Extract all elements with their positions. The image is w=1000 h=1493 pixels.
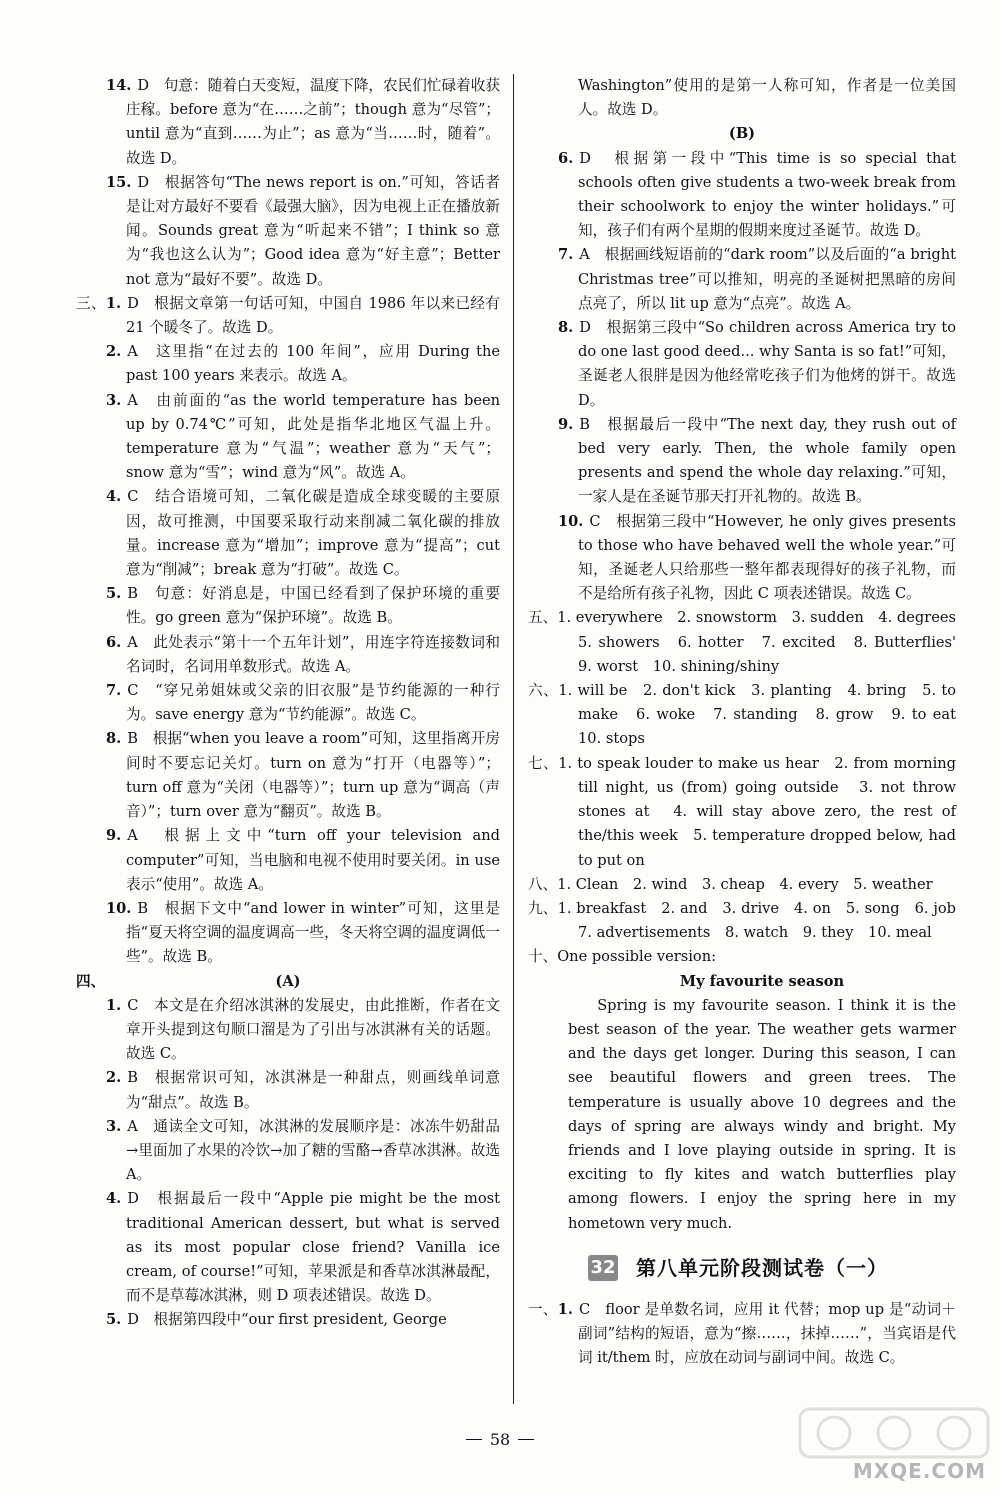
answer-text: 1. everywhere 2. snowstorm 3. sudden 4. degrees 5. showers 6. hotter 7. excited 8. Butterflies' 9. worst 10. shining/shiny	[557, 609, 971, 675]
answer-text: C 本文是在介绍冰淇淋的发展史，由此推断，作者在文章开头提到这句顺口溜是为了引出与冰淇淋有关的话题。故选 C。	[126, 996, 500, 1063]
right-column	[528, 74, 971, 1370]
watermark-text: MXQE.COM	[852, 1458, 986, 1483]
answer-item	[528, 752, 956, 873]
question-number: 9.	[558, 415, 574, 433]
answer-item	[76, 485, 500, 582]
answer-text: 1. breakfast 2. and 3. drive 4. on 5. song 6. job 7. advertisements 8. watch 9. they 10. meal	[557, 899, 971, 942]
question-number: 5.	[106, 585, 122, 603]
answer-text: A 此处表示“第十一个五年计划”，用连字符连接数词和名词时，名词用单数形式。故选 A。	[126, 633, 500, 675]
answer-text: D 根据最后一段中“Apple pie might be the most traditional American dessert, but what is served as its most popular close friend? Vanilla ice cream, of course!”可知，苹果派是和香草冰淇淋最配，而不是草莓冰淇淋，则 D 项表述错误。故选 D。	[126, 1190, 500, 1305]
unit-title: 第八单元阶段测试卷（一）	[636, 1255, 888, 1280]
question-number: 7.	[106, 682, 122, 700]
answer-text: A 由前面的“as the world temperature has been up by 0.74℃”可知，此处是指华北地区气温上升。temperature 意为“气温”；weather 意为“天气”；snow 意为“雪”；wind 意为“风”。故选 A。	[126, 391, 500, 482]
essay-body: Spring is my favourite season. I think it is the best season of the year. The weather gets warmer and the days get longer. During this season, I can see beautiful flowers and green trees. The temperature is usually above 10 degrees and the days of spring are always windy and bright. My friends and I love playing outside in spring. It is exciting to fly kites and watch butterflies play among flowers. I enjoy the spring here in my hometown very much.	[568, 996, 956, 1232]
answer-item	[528, 606, 971, 679]
answer-item	[528, 897, 971, 945]
answer-item	[528, 316, 956, 413]
answer-text: One possible version:	[557, 948, 717, 966]
section-prefix: 十、	[528, 948, 558, 966]
answer-text: B 句意：好消息是，中国已经看到了保护环境的重要性。go green 意为“保护环境”。故选 B。	[126, 585, 500, 627]
answer-item	[528, 147, 956, 244]
question-number: 7.	[558, 246, 574, 264]
unit-number-badge: 32	[588, 1255, 618, 1281]
answer-text: D 根据第一段中“This time is so special that schools often give students a two-week break from their schoolwork to enjoy the winter holidays.”可知，孩子们有两个星期的假期来度过圣诞节。故选 D。	[578, 149, 956, 240]
section-prefix: 五、	[528, 609, 558, 627]
question-number: 10.	[558, 512, 584, 530]
answer-item	[528, 945, 956, 969]
essay	[528, 970, 956, 1236]
answer-item	[528, 243, 956, 316]
answer-item	[76, 1187, 500, 1308]
answer-text: C floor 是单数名词，应用 it 代替；mop up 是“动词＋副词”结构的短语，意为“擦……，抹掉……”，当宾语是代词 it/them 时，应放在动词与副词中间。故选 C。	[578, 1300, 956, 1367]
answer-text: B 根据下文中“and lower in winter”可知，这里是指“夏天将空调的温度调高一些，冬天将空调的温度调低一些”。故选 B。	[126, 899, 500, 966]
subsection-label: (B)	[728, 125, 756, 143]
answer-text: C 根据第三段中“However, he only gives presents to those who have behaved well the whole year.”可知，圣诞老人只给那些一整年都表现得好的孩子礼物，而不是给所有孩子礼物，因此 C 项表述错误。故选 C。	[578, 512, 956, 603]
question-number: 14.	[106, 77, 132, 94]
answer-text: 1. to speak louder to make us hear 2. from morning till night, us (from) going outside 3. not throw stones at 4. will stay above zero, the rest of the/this week 5. temperature dropped below, had to put on	[558, 754, 956, 869]
question-number: 8.	[558, 319, 574, 337]
question-number: 1.	[106, 996, 122, 1014]
question-number: 6.	[558, 149, 574, 167]
answer-text: A 根据画线短语前的“dark room”以及后面的“a bright Christmas tree”可以推知，明亮的圣诞树把黑暗的房间点亮了，所以 lit up 意为“点亮”。故选 A。	[578, 246, 956, 312]
subsection-label: (A)	[275, 972, 301, 990]
section-prefix: 三、	[76, 294, 106, 312]
answer-text: D 根据第四段中“our first president, George	[127, 1311, 447, 1329]
question-number: 4.	[106, 1190, 122, 1208]
section-prefix: 七、	[528, 754, 559, 772]
section-prefix: 九、	[528, 899, 558, 917]
answer-text: C “穿兄弟姐妹或父亲的旧衣服”是节约能源的一种行为。save energy 意为“节约能源”。故选 C。	[126, 682, 500, 724]
question-number: 2.	[106, 1069, 122, 1087]
section-prefix: 一、	[528, 1300, 558, 1318]
answer-text: Washington”使用的是第一人称可知，作者是一位美国人。故选 D。	[578, 77, 956, 119]
question-number: 3.	[106, 391, 122, 409]
question-number: 5.	[106, 1311, 122, 1329]
answer-item	[76, 292, 500, 340]
answer-item	[76, 340, 500, 388]
answer-item	[76, 1115, 500, 1188]
answer-item	[76, 897, 500, 970]
section-prefix: 六、	[528, 682, 559, 700]
answer-text: B 根据最后一段中“The next day, they rush out of bed very early. Then, the whole family open presents and spend the whole day relaxing.”可知，一家人是在圣诞节那天打开礼物的。故选 B。	[578, 415, 956, 506]
answer-item	[76, 994, 500, 1067]
question-number: 2.	[106, 343, 122, 361]
question-number: 3.	[106, 1117, 122, 1135]
answer-text: 1. Clean 2. wind 3. cheap 4. every 5. weather	[557, 875, 933, 893]
answer-item	[76, 1308, 500, 1332]
answer-text: D 句意：随着白天变短，温度下降，农民们忙碌着收获庄稼。before 意为“在……之前”；though 意为“尽管”；until 意为“直到……为止”；as 意为“当……时，随着”。故选 D。	[126, 77, 500, 167]
section-prefix: 八、	[528, 875, 558, 893]
question-number: 10.	[106, 899, 132, 917]
answer-item	[528, 74, 956, 122]
unit-heading	[528, 1248, 956, 1288]
section-heading	[528, 122, 956, 146]
answer-text: B 根据“when you leave a room”可知，这里指离开房间时不要忘记关灯。turn on 意为“打开（电器等）”；turn off 意为“关闭（电器等）”；turn up 意为“调高（声音）”；turn over 意为“翻页”。故选 B。	[126, 730, 500, 821]
answer-item	[76, 727, 500, 824]
answer-item	[528, 510, 956, 607]
section-prefix: 四、	[76, 972, 106, 990]
answer-item	[76, 824, 500, 897]
answer-text: A 这里指“在过去的 100 年间”，应用 During the past 100 years 来表示。故选 A。	[126, 343, 500, 385]
answer-item	[528, 413, 956, 510]
answer-item	[76, 582, 500, 630]
page-number: 58	[470, 1428, 530, 1452]
answer-item	[528, 679, 971, 752]
answer-text: A 根据上文中“turn off your television and computer”可知，当电脑和电视不使用时要关闭。in use 表示“使用”。故选 A。	[126, 827, 500, 893]
column-divider	[513, 74, 514, 1404]
question-number: 4.	[106, 488, 122, 506]
answer-item	[76, 74, 500, 171]
question-number: 1.	[557, 1300, 574, 1318]
answer-item	[76, 389, 500, 486]
question-number: 1.	[105, 294, 122, 312]
answer-text: C 结合语境可知，二氧化碳是造成全球变暖的主要原因，故可推测，中国要采取行动来削减二氧化碳的排放量。increase 意为“增加”；improve 意为“提高”；cut 意为“削减”；break 意为“打破”。故选 C。	[126, 488, 500, 579]
unit-answer-1	[528, 1298, 956, 1371]
right-answers	[528, 74, 971, 970]
answer-item	[76, 171, 500, 292]
answer-text: B 根据常识可知，冰淇淋是一种甜点，则画线单词意为“甜点”。故选 B。	[126, 1069, 500, 1111]
left-column	[76, 74, 500, 1333]
answer-text: A 通读全文可知，冰淇淋的发展顺序是：冰冻牛奶甜品→里面加了水果的冷饮→加了糖的雪酪→香草冰淇淋。故选 A。	[126, 1117, 500, 1184]
question-number: 15.	[106, 173, 132, 191]
essay-title: My favourite season	[679, 972, 845, 990]
answer-item	[528, 873, 956, 897]
question-number: 9.	[106, 827, 122, 845]
question-number: 6.	[106, 633, 122, 651]
question-number: 8.	[106, 730, 122, 748]
answer-text: 1. will be 2. don't kick 3. planting 4. bring 5. to make 6. woke 7. standing 8. grow 9. to eat 10. stops	[558, 682, 971, 748]
answer-text: D 根据文章第一句话可知，中国自 1986 年以来已经有 21 个暖冬了。故选 D。	[126, 294, 500, 337]
answer-text: D 根据第三段中“So children across America try to do one last good deed... why Santa is so fat!”可知，圣诞老人很胖是因为他经常吃孩子们为他烤的饼干。故选 D。	[578, 319, 956, 409]
answer-item	[76, 1066, 500, 1114]
answer-item	[76, 679, 500, 727]
answer-item	[76, 631, 500, 679]
answer-text: D 根据答句“The news report is on.”可知，答话者是让对方最好不要看《最强大脑》，因为电视上正在播放新闻。Sounds great 意为“听起来不错”；I think so 意为“我也这么认为”；Good idea 意为“好主意”；Better not 意为“最好不要”。故选 D。	[126, 173, 500, 288]
section-heading	[76, 970, 500, 994]
